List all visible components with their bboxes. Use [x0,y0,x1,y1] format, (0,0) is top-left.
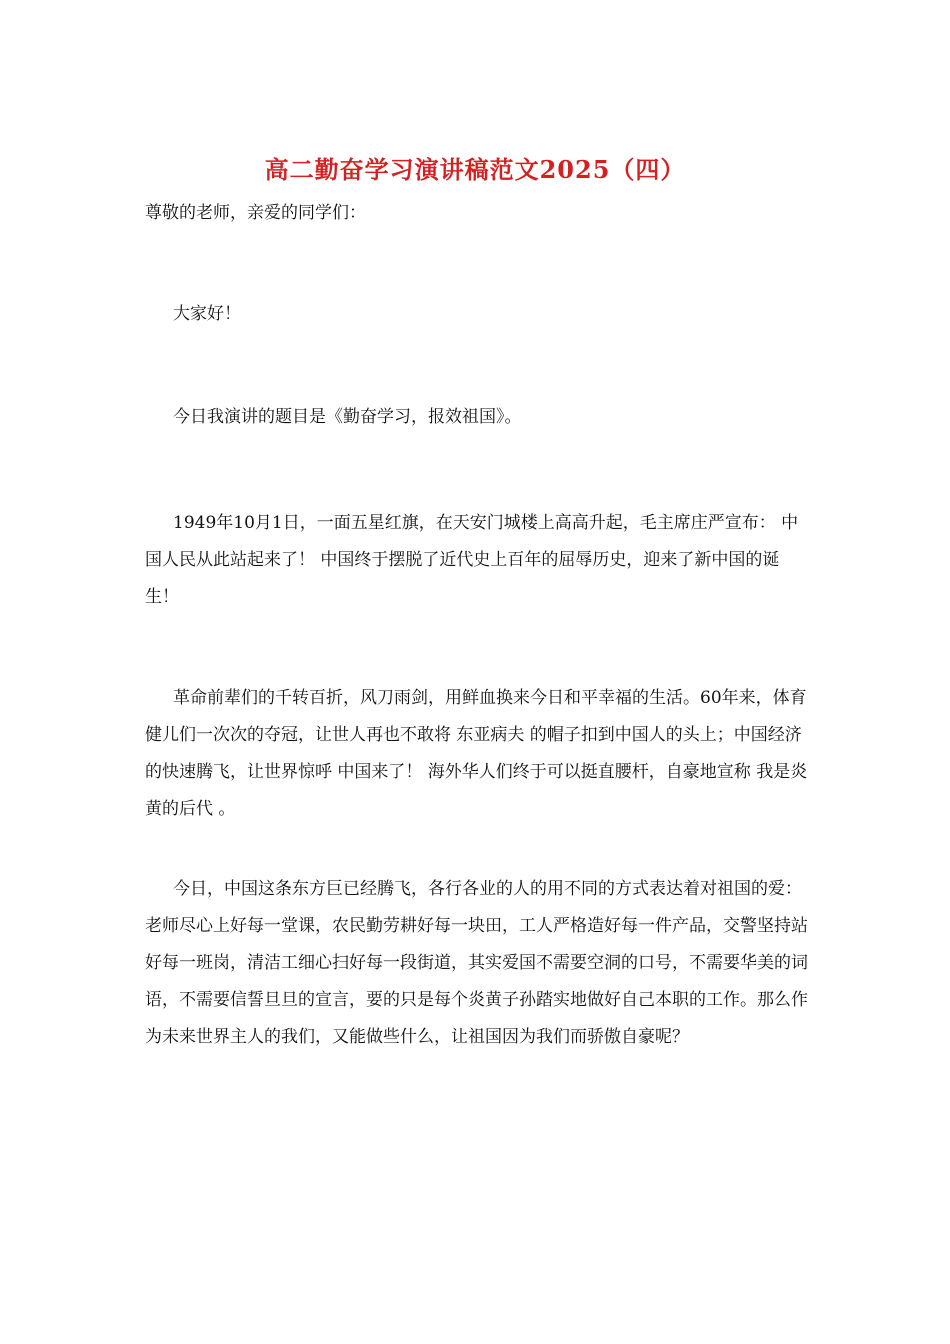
paragraph-call-to-action: 今日，中国这条东方巨已经腾飞，各行各业的人的用不同的方式表达着对祖国的爱：老师尽心上好每一堂课，农民勤劳耕好每一块田，工人严格造好每一件产品，交警坚持站好每一班岗，清洁工细心扫好每一段街道，其实爱国不需要空洞的口号，不需要华美的词语，不需要信誓旦旦的宣言，要的只是每个炎黄子孙踏实地做好自己本职的工作。那么作为未来世界主人的我们，又能做些什么，让祖国因为我们而骄傲自豪呢？ [145,879,808,1047]
paragraph-greeting: 大家好！ [173,304,241,324]
paragraph-history: 1949年10月1日，一面五星红旗，在天安门城楼上高高升起，毛主席庄严宣布： 中国人民从此站起来了！ 中国终于摆脱了近代史上百年的屈辱历史，迎来了新中国的诞生！ [145,513,799,607]
paragraph-achievements: 革命前辈们的千转百折，风刀雨剑，用鲜血换来今日和平幸福的生活。60年来，体育健儿们一次次的夺冠，让世人再也不敢将 东亚病夫 的帽子扣到中国人的头上；中国经济的快速腾飞，让世界惊呼 中国来了！ 海外华人们终于可以挺直腰杆，自豪地宣称 我是炎黄的后代 。 [145,688,808,819]
paragraph-topic: 今日我演讲的题目是《勤奋学习，报效祖国》。 [173,407,522,427]
salutation: 尊敬的老师，亲爱的同学们： [145,203,366,223]
document-title: 高二勤奋学习演讲稿范文2025（四） [264,155,686,184]
